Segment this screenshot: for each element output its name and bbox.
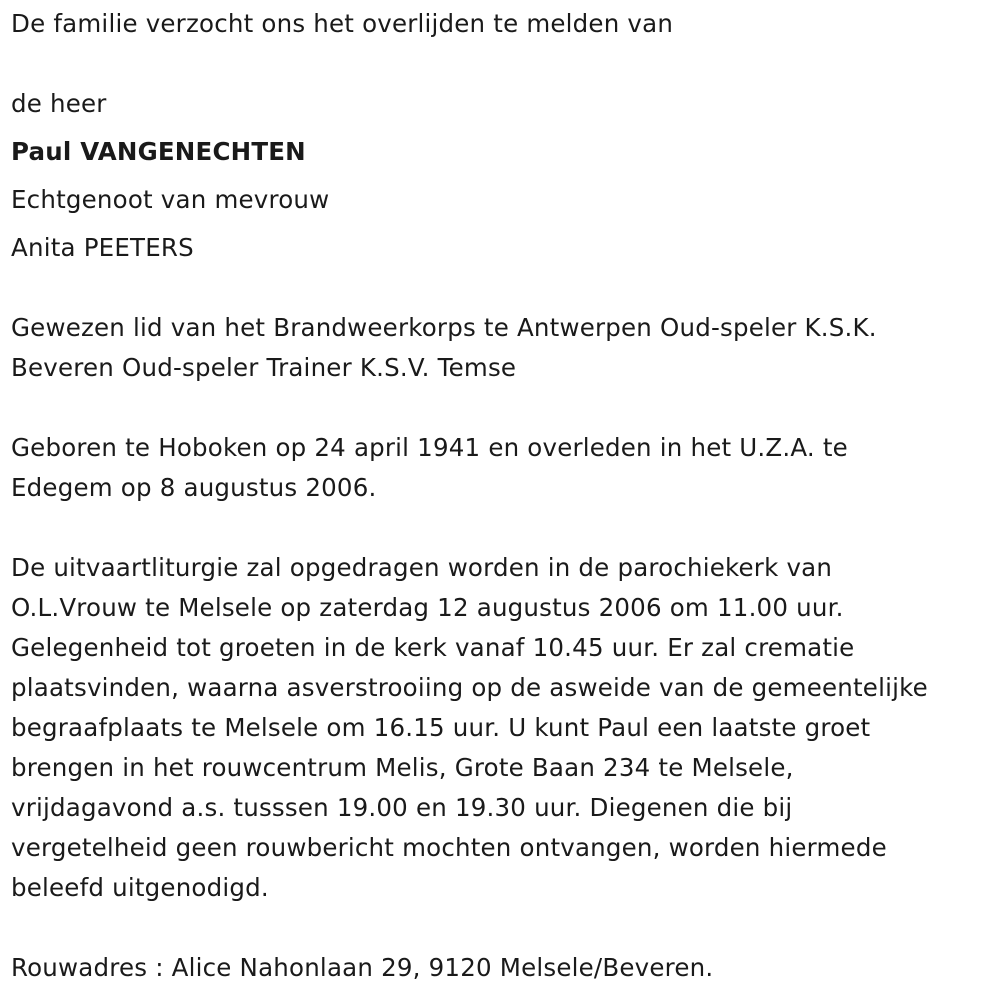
deceased-name: Paul VANGENECHTEN [11,137,306,166]
funeral-line: begraafplaats te Melsele om 16.15 uur. U kunt Paul een laatste groet [11,713,871,742]
intro-text: De familie verzocht ons het overlijden te melden van [11,9,674,38]
funeral-line: De uitvaartliturgie zal opgedragen worden in de parochiekerk van [11,553,833,582]
birth-death-line: Geboren te Hoboken op 24 april 1941 en overleden in het U.Z.A. te [11,433,848,462]
funeral-line: O.L.Vrouw te Melsele op zaterdag 12 augustus 2006 om 11.00 uur. [11,593,844,622]
mourning-address: Rouwadres : Alice Nahonlaan 29, 9120 Melsele/Beveren. [11,953,714,982]
funeral-line: Gelegenheid tot groeten in de kerk vanaf 10.45 uur. Er zal crematie [11,633,855,662]
funeral-line: brengen in het rouwcentrum Melis, Grote Baan 234 te Melsele, [11,753,794,782]
career-line: Beveren Oud-speler Trainer K.S.V. Temse [11,353,517,382]
funeral-line: beleefd uitgenodigd. [11,873,269,902]
birth-death-line: Edegem op 8 augustus 2006. [11,473,377,502]
spouse-name: Anita PEETERS [11,233,194,262]
funeral-line: vergetelheid geen rouwbericht mochten ontvangen, worden hiermede [11,833,887,862]
honorific: de heer [11,89,107,118]
funeral-line: plaatsvinden, waarna asverstrooiing op de asweide van de gemeentelijke [11,673,928,702]
funeral-line: vrijdagavond a.s. tusssen 19.00 en 19.30 uur. Diegenen die bij [11,793,793,822]
spouse-label: Echtgenoot van mevrouw [11,185,330,214]
career-line: Gewezen lid van het Brandweerkorps te Antwerpen Oud-speler K.S.K. [11,313,877,342]
